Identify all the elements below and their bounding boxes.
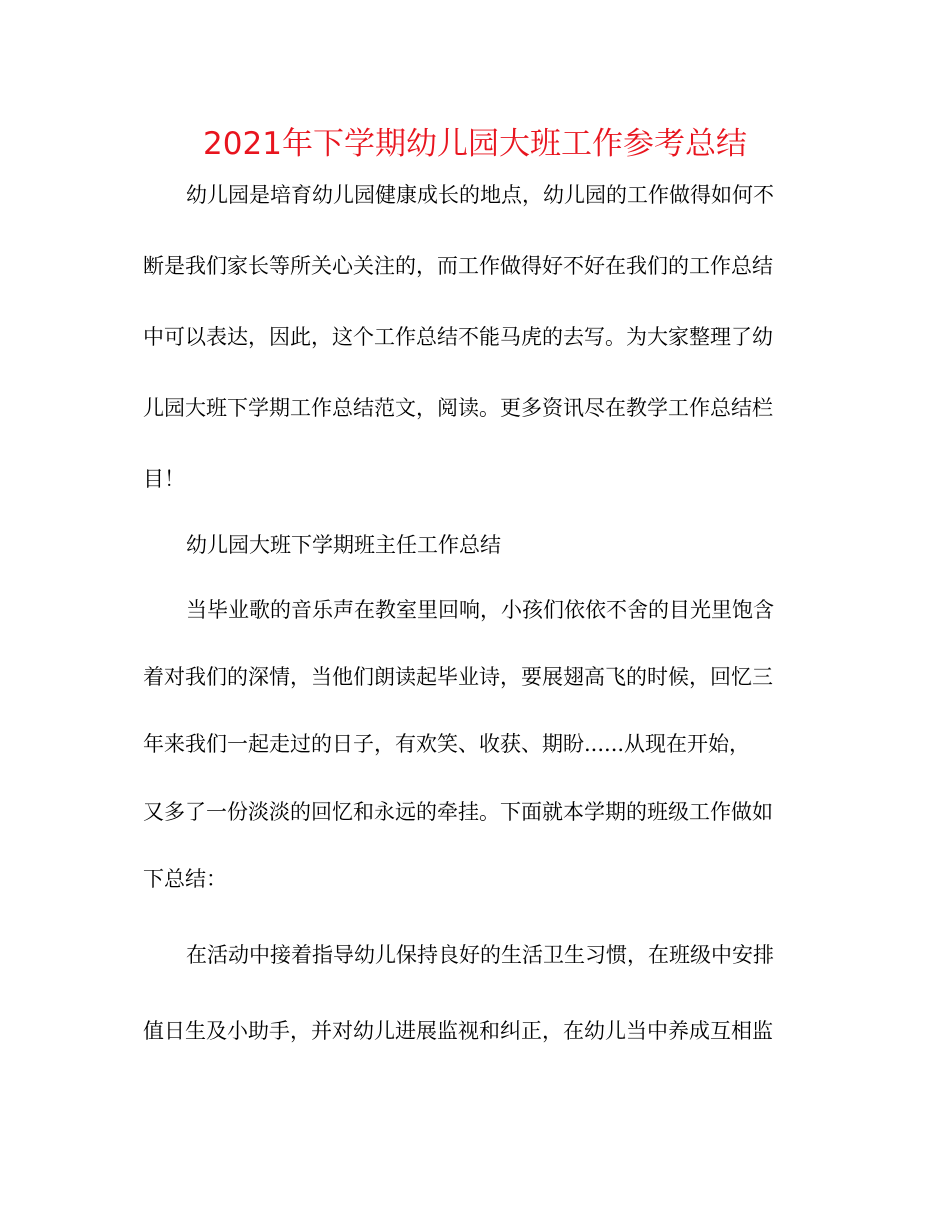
paragraph-line: 下总结： xyxy=(143,867,227,891)
paragraph-line: 目！ xyxy=(143,467,185,491)
paragraph-line: 当毕业歌的音乐声在教室里回响，小孩们依依不舍的目光里饱含 xyxy=(186,598,774,622)
section-heading: 幼儿园大班下学期班主任工作总结 xyxy=(186,533,501,557)
paragraph-line: 值日生及小助手，并对幼儿进展监视和纠正，在幼儿当中养成互相监 xyxy=(143,1019,773,1043)
paragraph-line: 在活动中接着指导幼儿保持良好的生活卫生习惯，在班级中安排 xyxy=(186,943,774,967)
document-title: 2021年下学期幼儿园大班工作参考总结 xyxy=(203,126,747,162)
paragraph-line: 又多了一份淡淡的回忆和永远的牵挂。下面就本学期的班级工作做如 xyxy=(143,800,773,824)
paragraph-line: 断是我们家长等所关心关注的，而工作做得好不好在我们的工作总结 xyxy=(143,254,773,278)
paragraph-line: 年来我们一起走过的日子，有欢笑、收获、期盼......从现在开始， xyxy=(143,732,751,756)
paragraph-line: 儿园大班下学期工作总结范文，阅读。更多资讯尽在教学工作总结栏 xyxy=(143,396,773,420)
paragraph-line: 着对我们的深情，当他们朗读起毕业诗，要展翅高飞的时候，回忆三 xyxy=(143,665,773,689)
paragraph-line: 幼儿园是培育幼儿园健康成长的地点，幼儿园的工作做得如何不 xyxy=(186,183,774,207)
paragraph-line: 中可以表达，因此，这个工作总结不能马虎的去写。为大家整理了幼 xyxy=(143,325,773,349)
